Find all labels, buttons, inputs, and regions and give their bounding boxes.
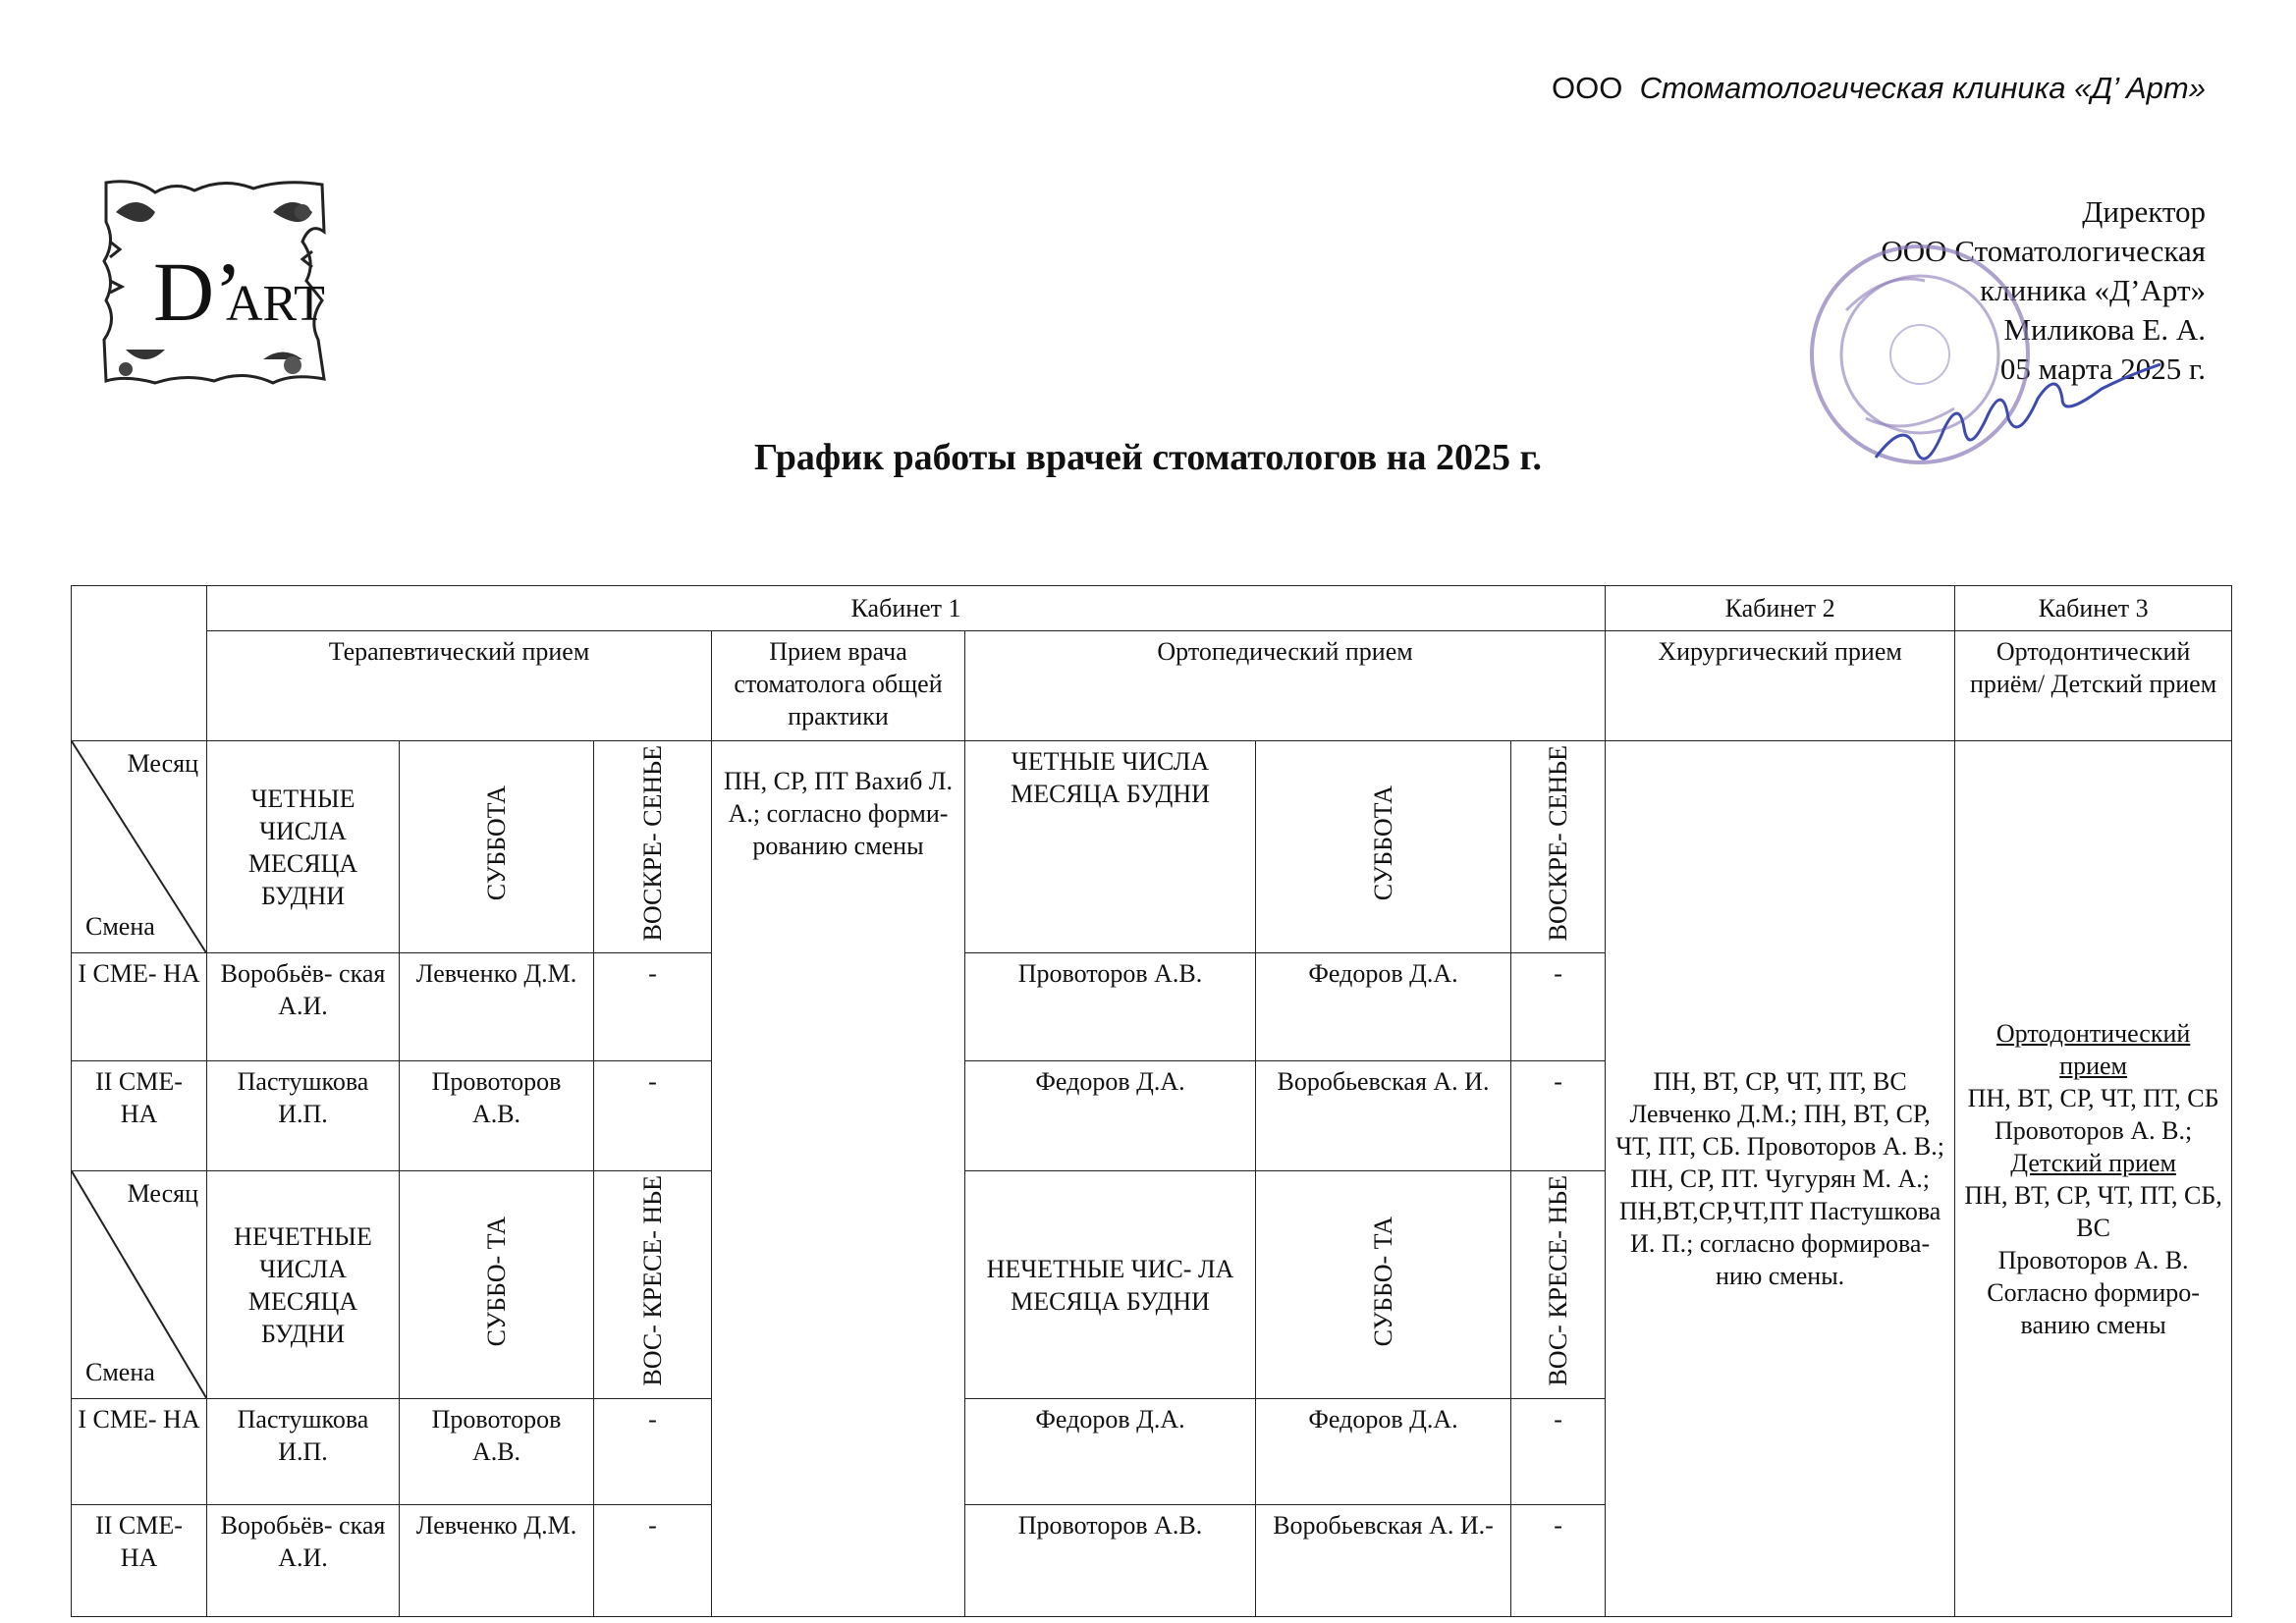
even-s1-orth-weekday: Провоторов А.В.: [965, 953, 1256, 1061]
orthodontic-header: Ортодонтический приём/ Детский прием: [1955, 631, 2232, 741]
month-shift-diagonal-cell: [72, 741, 207, 953]
even-s2-orth-saturday: Воробьевская А. И.: [1256, 1061, 1511, 1171]
shift-label: Смена: [85, 912, 155, 942]
even-s2-orth-sunday: -: [1511, 1061, 1606, 1171]
surgical-schedule: ПН, ВТ, СР, ЧТ, ПТ, ВС Левченко Д.М.; ПН, ВТ, СР, ЧТ, ПТ, СБ. Провоторов А. В.; ПН, СР, ПТ. Чугурян М. А.; ПН,ВТ,СР,ЧТ,ПТ Пастушкова И. П.; согласно формирова- нию смены.: [1606, 741, 1955, 1617]
month-label: Месяц: [127, 749, 198, 778]
odd-s1-ther-weekday: Пастушкова И.П.: [207, 1399, 400, 1505]
odd-saturday-label: СУББО- ТА: [481, 1216, 511, 1346]
cabinet-1-header: Кабинет 1: [207, 586, 1606, 631]
shift-2-label: II СМЕ- НА: [72, 1505, 207, 1617]
general-practice-schedule: ПН, СР, ПТ Вахиб Л. А.; согласно форми- рованию смены: [712, 741, 965, 1617]
even-s2-ther-saturday: Провоторов А.В.: [400, 1061, 594, 1171]
odd-s2-ther-saturday: Левченко Д.М.: [400, 1505, 594, 1617]
children-days: ПН, ВТ, СР, ЧТ, ПТ, СБ, ВС: [1964, 1180, 2222, 1242]
general-practice-header: Прием врача стоматолога общей практики: [712, 631, 965, 741]
odd-s1-orth-sunday: -: [1511, 1399, 1606, 1505]
odd-sunday-label: ВОС- КРЕСЕ- НЬЕ: [637, 1175, 667, 1387]
svg-text:ART: ART: [226, 276, 325, 332]
page-title: График работы врачей стоматологов на 2025 г.: [754, 437, 1542, 478]
orth-saturday-header: [1256, 741, 1511, 953]
approval-line: Миликова Е. А.: [2003, 312, 2206, 347]
orth-odd-sunday-label: ВОС- КРЕСЕ- НЬЕ: [1543, 1175, 1572, 1387]
saturday-label: СУББОТА: [481, 785, 511, 901]
odd-s2-orth-saturday: Воробьевская А. И.-: [1256, 1505, 1511, 1617]
orthodontic-doctor: Провоторов А. В.;: [1995, 1115, 2193, 1145]
month-shift-diagonal-cell-odd: [72, 1171, 207, 1399]
approval-line: 05 марта 2025 г.: [1999, 352, 2206, 386]
sunday-label: ВОСКРЕ- СЕНЬЕ: [637, 745, 667, 942]
cabinet-2-header: Кабинет 2: [1606, 586, 1955, 631]
approval-line: ООО Стоматологическая: [1881, 234, 2206, 268]
children-title: Детский прием: [2010, 1148, 2176, 1177]
orthodontic-schedule: [1955, 741, 2232, 1617]
odd-s1-orth-saturday: Федоров Д.А.: [1256, 1399, 1511, 1505]
cabinet-3-header: Кабинет 3: [1955, 586, 2232, 631]
therapeutic-header: Терапевтический прием: [207, 631, 712, 741]
orthopedic-header: Ортопедический прием: [965, 631, 1606, 741]
odd-weekdays-header: НЕЧЕТНЫЕ ЧИСЛА МЕСЯЦА БУДНИ: [207, 1171, 400, 1399]
children-doctor: Провоторов А. В.: [1997, 1245, 2189, 1274]
svg-text:D’: D’: [153, 244, 243, 339]
corner-cell: [72, 586, 207, 741]
orthodontic-days: ПН, ВТ, СР, ЧТ, ПТ, СБ: [1967, 1083, 2219, 1112]
orth-odd-saturday-header: [1256, 1171, 1511, 1399]
orth-odd-weekdays-header: НЕЧЕТНЫЕ ЧИС- ЛА МЕСЯЦА БУДНИ: [965, 1171, 1256, 1399]
even-s2-ther-weekday: Пастушкова И.П.: [207, 1061, 400, 1171]
odd-saturday-header: [400, 1171, 594, 1399]
odd-s1-ther-saturday: Провоторов А.В.: [400, 1399, 594, 1505]
odd-s2-orth-weekday: Провоторов А.В.: [965, 1505, 1256, 1617]
even-s1-ther-saturday: Левченко Д.М.: [400, 953, 594, 1061]
org-prefix: ООО: [1552, 71, 1623, 105]
odd-sunday-header: [594, 1171, 712, 1399]
orth-saturday-label: СУББОТА: [1368, 785, 1397, 901]
orth-odd-saturday-label: СУББО- ТА: [1368, 1216, 1397, 1346]
orth-odd-sunday-header: [1511, 1171, 1606, 1399]
odd-s1-orth-weekday: Федоров Д.А.: [965, 1399, 1256, 1505]
month-label: Месяц: [127, 1179, 198, 1209]
sunday-header: [594, 741, 712, 953]
even-weekdays-header: ЧЕТНЫЕ ЧИСЛА МЕСЯЦА БУДНИ: [207, 741, 400, 953]
shift-2-label: II СМЕ- НА: [72, 1061, 207, 1171]
odd-s1-ther-sunday: -: [594, 1399, 712, 1505]
shift-1-label: I СМЕ- НА: [72, 1399, 207, 1505]
even-s1-ther-weekday: Воробьёв- ская А.И.: [207, 953, 400, 1061]
even-s1-ther-sunday: -: [594, 953, 712, 1061]
even-s1-orth-saturday: Федоров Д.А.: [1256, 953, 1511, 1061]
children-note: Согласно формиро- ванию смены: [1987, 1277, 2200, 1339]
approval-line: клиника «Д’Арт»: [1980, 273, 2206, 307]
surgical-header: Хирургический прием: [1606, 631, 1955, 741]
schedule-table: [71, 585, 2232, 1617]
even-s2-ther-sunday: -: [594, 1061, 712, 1171]
saturday-header: [400, 741, 594, 953]
shift-label: Смена: [85, 1358, 155, 1387]
even-s2-orth-weekday: Федоров Д.А.: [965, 1061, 1256, 1171]
orthodontic-title: Ортодонтический прием: [1995, 1018, 2191, 1080]
odd-s2-orth-sunday: -: [1511, 1505, 1606, 1617]
org-name: Стоматологическая клиника «Д’ Арт»: [1639, 71, 2206, 105]
organization-header: [1552, 71, 2206, 106]
approval-line: Директор: [2082, 194, 2206, 229]
orth-sunday-header: [1511, 741, 1606, 953]
clinic-logo: [96, 173, 332, 391]
even-s1-orth-sunday: -: [1511, 953, 1606, 1061]
orth-sunday-label: ВОСКРЕ- СЕНЬЕ: [1543, 745, 1572, 942]
odd-s2-ther-sunday: -: [594, 1505, 712, 1617]
shift-1-label: I СМЕ- НА: [72, 953, 207, 1061]
odd-s2-ther-weekday: Воробьёв- ская А.И.: [207, 1505, 400, 1617]
orth-even-weekdays-header: ЧЕТНЫЕ ЧИСЛА МЕСЯЦА БУДНИ: [965, 741, 1256, 953]
